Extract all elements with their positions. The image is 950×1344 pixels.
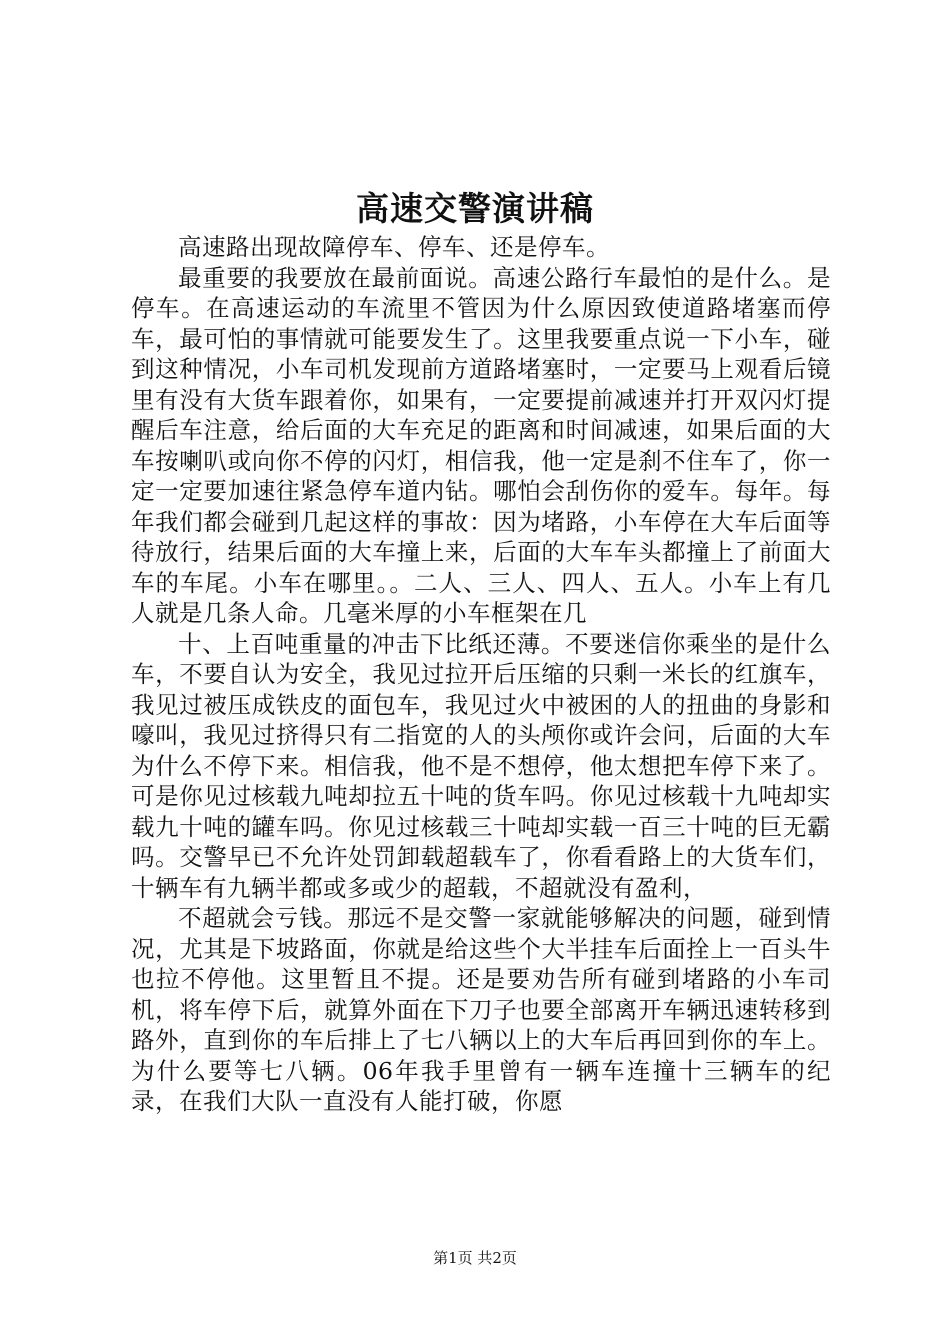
paragraph-2: 最重要的我要放在最前面说。高速公路行车最怕的是什么。是停车。在高速运动的车流里不管因为什么原因致使道路堵塞而停车，最可怕的事情就可能要发生了。这里我要重点说一下小车，碰到这种情况，小车司机发现前方道路堵塞时，一定要马上观看后镜里有没有大货车跟着你，如果有，一定要提前减速并打开双闪灯提醒后车注意，给后面的大车充足的距离和时间减速，如果后面的大车按喇叭或向你不停的闪灯，相信我，他一定是刹不住车了，你一定一定要加速往紧急停车道内钻。哪怕会刮伤你的爱车。每年。每年我们都会碰到几起这样的事故：因为堵路，小车停在大车后面等待放行，结果后面的大车撞上来，后面的大车车头都撞上了前面大车的车尾。小车在哪里。。二人、三人、四人、五人。小车上有几人就是几条人命。几毫米厚的小车框架在几 bbox=[131, 263, 831, 627]
paragraph-4: 不超就会亏钱。那远不是交警一家就能够解决的问题，碰到情况，尤其是下坡路面，你就是给这些个大半挂车后面拴上一百头牛也拉不停他。这里暂且不提。还是要劝告所有碰到堵路的小车司机，将车停下后，就算外面在下刀子也要全部离开车辆迅速转移到路外，直到你的车后排上了七八辆以上的大车后再回到你的车上。为什么要等七八辆。06年我手里曾有一辆车连撞十三辆车的纪录，在我们大队一直没有人能打破，你愿 bbox=[131, 904, 831, 1115]
page-title: 高速交警演讲稿 bbox=[356, 189, 594, 228]
document-body bbox=[131, 232, 831, 1117]
page-number: 第1页 共2页 bbox=[433, 1249, 517, 1267]
page-footer bbox=[0, 1248, 950, 1268]
paragraph-3: 十、上百吨重量的冲击下比纸还薄。不要迷信你乘坐的是什么车，不要自认为安全，我见过拉开后压缩的只剩一米长的红旗车，我见过被压成铁皮的面包车，我见过火中被困的人的扭曲的身影和嚎叫，我见过挤得只有二指宽的人的头颅你或许会问，后面的大车为什么不停下来。相信我，他不是不想停，他太想把车停下来了。可是你见过核载九吨却拉五十吨的货车吗。你见过核载十九吨却实载九十吨的罐车吗。你见过核载三十吨却实载一百三十吨的巨无霸吗。交警早已不允许处罚卸载超载车了，你看看路上的大货车们，十辆车有九辆半都或多或少的超载，不超就没有盈利， bbox=[131, 629, 831, 902]
paragraph-1: 高速路出现故障停车、停车、还是停车。 bbox=[178, 233, 610, 261]
